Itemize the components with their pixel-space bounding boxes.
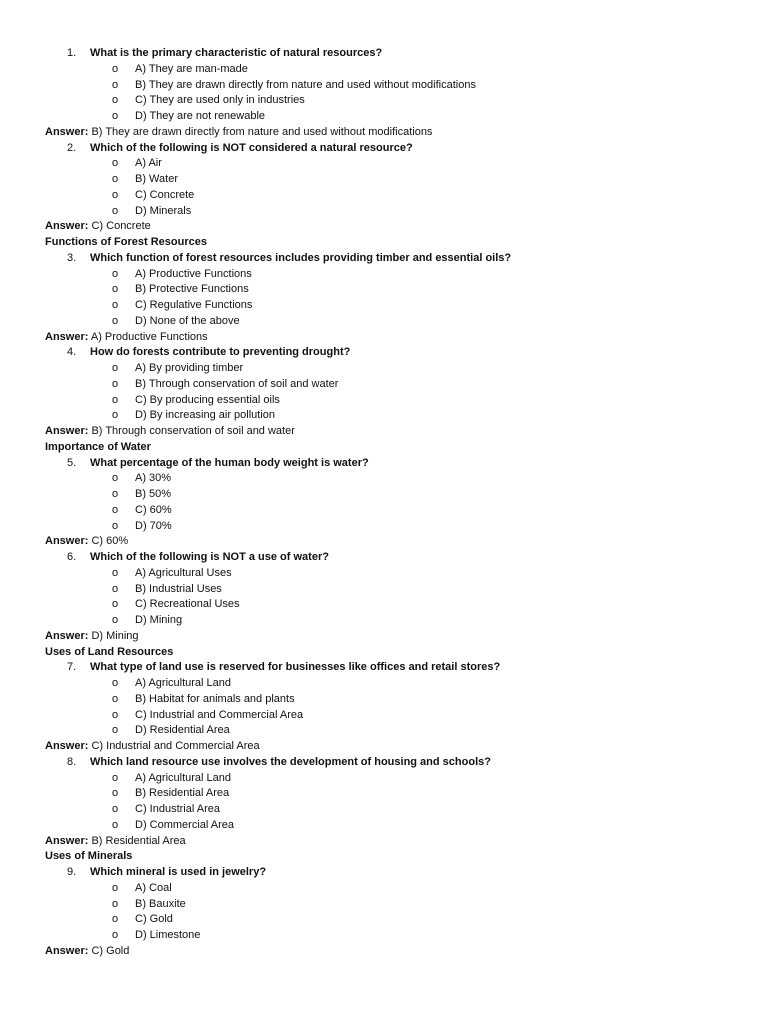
answer-text: C) 60% [91, 535, 129, 548]
bullet-icon: o [112, 708, 119, 721]
answer-option [0, 818, 768, 834]
bullet-icon: o [112, 929, 119, 941]
option-text: B) They are drawn directly from nature and used without modifications [135, 78, 476, 91]
question [0, 865, 768, 881]
answer-option [0, 487, 768, 503]
answer-text: B) They are drawn directly from nature and used without modifications [91, 125, 433, 138]
option-text: C) They are used only in industries [135, 94, 305, 107]
answer-option [0, 692, 768, 708]
answer-label: Answer: [45, 425, 89, 437]
answer-label: Answer: [45, 944, 89, 957]
section-heading: Uses of Minerals [45, 850, 133, 863]
answer-option [0, 597, 768, 613]
bullet-icon: o [112, 472, 119, 485]
option-text: D) By increasing air pollution [135, 409, 276, 422]
question [0, 660, 768, 676]
answer-text: C) Concrete [91, 220, 151, 233]
option-text: B) Water [135, 173, 178, 185]
answer-option [0, 408, 768, 424]
bullet-icon: o [112, 677, 119, 689]
bullet-icon: o [112, 299, 119, 311]
answer-line [0, 534, 768, 550]
option-text: B) Habitat for animals and plants [135, 692, 295, 705]
answer-option [0, 361, 768, 377]
answer-option [0, 613, 768, 629]
answer-option [0, 881, 768, 897]
option-text: B) Bauxite [135, 897, 186, 910]
bullet-icon: o [112, 771, 119, 784]
question-number: 4. [67, 346, 77, 359]
answer-option [0, 912, 768, 928]
answer-option [0, 377, 768, 393]
answer-text: B) Through conservation of soil and water [91, 425, 295, 437]
bullet-icon: o [112, 173, 119, 185]
question-text: How do forests contribute to preventing drought? [90, 346, 351, 359]
bullet-icon: o [112, 110, 119, 122]
option-text: A) Agricultural Land [135, 677, 231, 689]
option-text: B) Residential Area [135, 787, 230, 800]
option-text: C) By producing essential oils [135, 393, 280, 406]
bullet-icon: o [112, 818, 119, 831]
answer-line [0, 424, 768, 440]
bullet-icon: o [112, 409, 119, 422]
question [0, 46, 768, 62]
bullet-icon: o [112, 897, 119, 910]
question-number: 5. [67, 456, 77, 469]
option-text: D) Residential Area [135, 724, 230, 737]
question-number: 7. [67, 661, 77, 674]
bullet-icon: o [112, 393, 119, 406]
bullet-icon: o [112, 94, 119, 107]
answer-text: B) Residential Area [91, 834, 186, 847]
bullet-icon: o [112, 283, 119, 296]
option-text: C) Concrete [135, 188, 195, 201]
answer-option [0, 282, 768, 298]
option-text: A) Agricultural Land [135, 771, 231, 784]
option-text: A) Air [135, 157, 162, 170]
answer-option [0, 298, 768, 314]
section-heading: Functions of Forest Resources [45, 236, 207, 248]
option-text: A) Productive Functions [135, 267, 252, 280]
answer-option [0, 204, 768, 220]
option-text: D) Minerals [135, 204, 192, 217]
question-number: 2. [67, 141, 77, 154]
option-text: C) Gold [135, 913, 173, 926]
bullet-icon: o [112, 881, 119, 894]
answer-line [0, 125, 768, 141]
option-text: B) 50% [135, 488, 172, 500]
question-number: 8. [67, 755, 77, 768]
answer-option [0, 109, 768, 125]
question [0, 456, 768, 472]
option-text: A) 30% [135, 472, 172, 485]
answer-text: C) Industrial and Commercial Area [91, 740, 260, 752]
bullet-icon: o [112, 78, 119, 91]
bullet-icon: o [112, 582, 119, 595]
bullet-icon: o [112, 519, 119, 532]
answer-line [0, 739, 768, 755]
option-text: A) By providing timber [135, 362, 244, 374]
answer-option [0, 188, 768, 204]
question-text: Which function of forest resources includes providing timber and essential oils? [90, 251, 512, 264]
answer-line [0, 944, 768, 960]
bullet-icon: o [112, 488, 119, 500]
question-number: 1. [67, 47, 77, 59]
answer-line [0, 219, 768, 235]
question [0, 550, 768, 566]
option-text: D) Limestone [135, 929, 201, 941]
question-text: Which land resource use involves the development of housing and schools? [90, 755, 491, 768]
section-heading: Uses of Land Resources [45, 645, 174, 658]
answer-option [0, 676, 768, 692]
question [0, 755, 768, 771]
answer-label: Answer: [45, 535, 89, 548]
answer-option [0, 802, 768, 818]
bullet-icon: o [112, 267, 119, 280]
answer-option [0, 582, 768, 598]
question-text: Which of the following is NOT a use of water? [90, 551, 329, 563]
answer-option [0, 393, 768, 409]
answer-label: Answer: [45, 330, 89, 343]
option-text: D) Commercial Area [135, 818, 235, 831]
option-text: C) Industrial Area [135, 803, 220, 815]
option-text: B) Industrial Uses [135, 582, 222, 595]
option-text: A) Agricultural Uses [135, 566, 232, 579]
option-text: B) Through conservation of soil and water [135, 377, 339, 390]
answer-option [0, 93, 768, 109]
question-text: What type of land use is reserved for businesses like offices and retail stores? [90, 661, 501, 674]
answer-option [0, 771, 768, 787]
section-heading: Importance of Water [45, 440, 151, 453]
answer-option [0, 471, 768, 487]
answer-option [0, 267, 768, 283]
bullet-icon: o [112, 314, 119, 327]
bullet-icon: o [112, 787, 119, 800]
option-text: A) Coal [135, 881, 172, 894]
question-number: 6. [67, 551, 77, 563]
question-number: 9. [67, 866, 77, 878]
option-text: C) Regulative Functions [135, 299, 253, 311]
bullet-icon: o [112, 204, 119, 217]
answer-option [0, 78, 768, 94]
option-text: B) Protective Functions [135, 283, 249, 296]
option-text: C) 60% [135, 503, 172, 516]
answer-label: Answer: [45, 834, 89, 847]
bullet-icon: o [112, 62, 119, 75]
bullet-icon: o [112, 377, 119, 390]
answer-option [0, 314, 768, 330]
bullet-icon: o [112, 614, 119, 626]
bullet-icon: o [112, 803, 119, 815]
answer-option [0, 62, 768, 78]
answer-text: A) Productive Functions [90, 330, 208, 343]
question [0, 251, 768, 267]
question [0, 141, 768, 157]
bullet-icon: o [112, 362, 119, 374]
answer-option [0, 172, 768, 188]
answer-label: Answer: [45, 125, 89, 138]
bullet-icon: o [112, 692, 119, 705]
option-text: C) Recreational Uses [135, 598, 240, 611]
option-text: D) 70% [135, 519, 172, 532]
bullet-icon: o [112, 188, 119, 201]
answer-line [0, 834, 768, 850]
option-text: A) They are man-made [135, 62, 248, 75]
answer-text: C) Gold [91, 944, 130, 957]
question-text: What percentage of the human body weight is water? [90, 456, 369, 469]
answer-option [0, 156, 768, 172]
answer-text: D) Mining [91, 629, 139, 642]
bullet-icon: o [112, 724, 119, 737]
option-text: C) Industrial and Commercial Area [135, 708, 304, 721]
answer-option [0, 786, 768, 802]
answer-option [0, 897, 768, 913]
question-text: Which of the following is NOT considered a natural resource? [90, 141, 413, 154]
bullet-icon: o [112, 598, 119, 611]
question [0, 345, 768, 361]
answer-label: Answer: [45, 629, 89, 642]
answer-option [0, 723, 768, 739]
option-text: D) None of the above [135, 314, 240, 327]
answer-option [0, 708, 768, 724]
bullet-icon: o [112, 503, 119, 516]
answer-option [0, 503, 768, 519]
answer-line [0, 330, 768, 346]
bullet-icon: o [112, 913, 119, 926]
question-number: 3. [67, 251, 77, 264]
answer-option [0, 566, 768, 582]
question-text: What is the primary characteristic of natural resources? [90, 47, 383, 59]
answer-option [0, 519, 768, 535]
answer-label: Answer: [45, 740, 89, 752]
question-text: Which mineral is used in jewelry? [90, 866, 267, 878]
bullet-icon: o [112, 157, 119, 170]
answer-line [0, 629, 768, 645]
bullet-icon: o [112, 566, 119, 579]
answer-label: Answer: [45, 220, 89, 233]
option-text: D) They are not renewable [135, 110, 266, 122]
option-text: D) Mining [135, 614, 183, 626]
answer-option [0, 928, 768, 944]
